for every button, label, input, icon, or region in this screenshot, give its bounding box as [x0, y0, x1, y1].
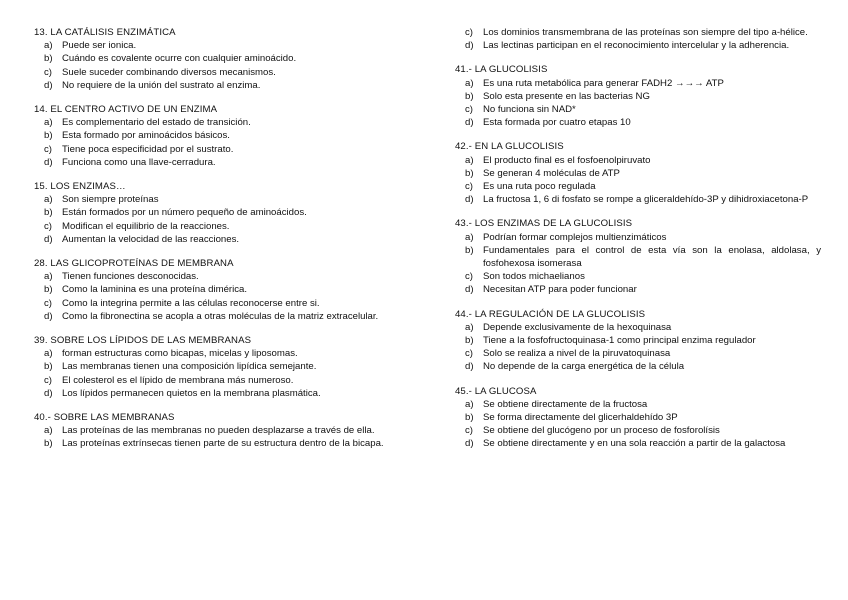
option-letter: d): [44, 233, 53, 245]
option-letter: b): [44, 284, 53, 296]
option-letter: c): [44, 220, 52, 232]
answer-option: [34, 66, 406, 79]
option-letter: a): [44, 425, 53, 437]
option-letter: b): [465, 412, 474, 424]
question-title: 43.- LOS ENZIMAS DE LA GLUCOLISIS: [455, 218, 633, 230]
option-letter: d): [465, 361, 474, 373]
option-letter: a): [465, 231, 474, 243]
answer-option: [455, 398, 821, 411]
option-text: Como la integrina permite a las células reconocerse entre si.: [62, 297, 320, 309]
answer-option: [455, 437, 821, 450]
answer-option: [455, 116, 821, 129]
option-text: Los lípidos permanecen quietos en la membrana plasmática.: [62, 387, 321, 399]
option-text: Es complementario del estado de transición.: [62, 117, 251, 129]
option-text: Son siempre proteínas: [62, 194, 159, 206]
option-letter: b): [465, 167, 474, 179]
answer-option: [455, 411, 821, 424]
option-text: Como la laminina es una proteína dimérica.: [62, 284, 248, 296]
option-letter: a): [44, 40, 53, 52]
question-block: [455, 217, 821, 296]
option-letter: d): [44, 310, 53, 322]
question-title: 40.- SOBRE LAS MEMBRANAS: [34, 412, 175, 424]
answer-option: [34, 156, 406, 169]
answer-option: [34, 143, 406, 156]
option-text: Esta formada por cuatro etapas 10: [483, 117, 631, 129]
option-text: forman estructuras como bicapas, micelas y liposomas.: [62, 348, 298, 360]
question-title: 14. EL CENTRO ACTIVO DE UN ENZIMA: [34, 104, 218, 116]
answer-option: [34, 220, 406, 233]
option-letter: b): [44, 53, 53, 65]
option-text: Solo esta presente en las bacterias NG: [483, 90, 650, 102]
question-block: [34, 26, 406, 92]
option-letter: b): [44, 130, 53, 142]
answer-option: [455, 321, 821, 334]
question-title: 41.- LA GLUCOLISIS: [455, 64, 548, 76]
option-letter: a): [44, 348, 53, 360]
option-text: Tiene poca especificidad por el sustrato.: [62, 143, 234, 155]
option-text: El producto final es el fosfoenolpiruvato: [483, 154, 651, 166]
answer-option: [34, 79, 406, 92]
answer-option: [455, 283, 821, 296]
option-text: Las membranas tienen una composición lipídica semejante.: [62, 361, 317, 373]
option-text: Funciona como una llave-cerradura.: [62, 156, 216, 168]
option-text: Solo se realiza a nivel de la piruvatoquinasa: [483, 348, 671, 360]
option-letter: a): [44, 194, 53, 206]
question-title: 13. LA CATÁLISIS ENZIMÁTICA: [34, 27, 176, 38]
option-text: El colesterol es el lípido de membrana más numeroso.: [62, 374, 294, 386]
option-letter: d): [465, 194, 474, 206]
answer-option: [34, 283, 406, 296]
question-title: 39. SOBRE LOS LÍPIDOS DE LAS MEMBRANAS: [34, 335, 252, 347]
answer-option: [34, 360, 406, 373]
option-letter: a): [465, 321, 474, 333]
answer-option: [34, 424, 406, 437]
question-block: [34, 257, 406, 323]
option-text: Es una ruta poco regulada: [483, 181, 596, 193]
answer-option: [455, 347, 821, 360]
option-text: Modifican el equilibrio de la reacciones.: [62, 220, 230, 232]
option-text: Cuándo es covalente ocurre con cualquier aminoácido.: [62, 53, 297, 65]
option-text: La fructosa 1, 6 di fosfato se rompe a gliceraldehído-3P y dihidroxiacetona-P: [483, 194, 809, 206]
option-letter: c): [465, 271, 473, 283]
option-text: No requiere de la unión del sustrato al enzima.: [62, 79, 261, 91]
question-block: [34, 334, 406, 400]
option-letter: c): [44, 143, 52, 155]
answer-option: [455, 424, 821, 437]
option-letter: b): [465, 335, 474, 347]
option-text: Se obtiene directamente y en una sola reacción a partir de la galactosa: [483, 438, 786, 450]
answer-option: [34, 129, 406, 142]
left-column: [34, 26, 406, 462]
option-text: Las lectinas participan en el reconocimiento intercelular y la adherencia.: [483, 40, 790, 52]
option-letter: c): [465, 181, 473, 193]
option-letter: d): [465, 117, 474, 129]
option-letter: a): [465, 77, 474, 89]
option-letter: d): [44, 156, 53, 168]
continuation-options: [455, 26, 821, 52]
answer-option: [455, 26, 821, 39]
option-letter: d): [44, 387, 53, 399]
option-letter: d): [465, 40, 474, 52]
answer-option: [34, 297, 406, 310]
answer-option: [455, 180, 821, 193]
option-letter: c): [465, 348, 473, 360]
option-letter: b): [465, 244, 474, 256]
question-block: [34, 411, 406, 451]
right-column: [455, 26, 821, 462]
question-block: [455, 63, 821, 129]
option-letter: b): [44, 438, 53, 450]
answer-option: [455, 154, 821, 167]
answer-option: [34, 116, 406, 129]
answer-option: [34, 52, 406, 65]
option-text: No depende de la carga energética de la célula: [483, 361, 685, 373]
question-block: [455, 140, 821, 206]
option-text: Los dominios transmembrana de las proteínas son siempre del tipo a-hélice.: [483, 27, 808, 38]
option-text: Son todos michaelianos: [483, 271, 585, 283]
option-text: Necesitan ATP para poder funcionar: [483, 284, 637, 296]
question-block: [34, 180, 406, 246]
answer-option: [34, 193, 406, 206]
answer-option: [34, 374, 406, 387]
answer-option: [455, 231, 821, 244]
option-letter: c): [44, 297, 52, 309]
answer-option: [34, 437, 406, 450]
option-letter: a): [44, 271, 53, 283]
option-letter: c): [465, 27, 473, 38]
question-title: 45.- LA GLUCOSA: [455, 385, 537, 397]
option-letter: b): [465, 90, 474, 102]
question-title: 15. LOS ENZIMAS…: [34, 181, 126, 193]
option-text: Las proteínas de las membranas no pueden desplazarse a través de ella.: [62, 425, 375, 437]
answer-option: [455, 244, 821, 270]
option-text: Suele suceder combinando diversos mecanismos.: [62, 66, 276, 78]
answer-option: [34, 233, 406, 246]
answer-option: [34, 387, 406, 400]
answer-option: [34, 310, 406, 323]
option-letter: c): [465, 425, 473, 437]
answer-option: [34, 270, 406, 283]
answer-option: [34, 39, 406, 52]
answer-option: [455, 167, 821, 180]
option-text: Se obtiene del glucógeno por un proceso de fosforolísis: [483, 425, 720, 437]
option-text: Puede ser ionica.: [62, 40, 137, 52]
answer-option: [455, 90, 821, 103]
option-text: Aumentan la velocidad de las reacciones.: [62, 233, 240, 245]
option-letter: b): [44, 207, 53, 219]
option-text: Se obtiene directamente de la fructosa: [483, 398, 648, 410]
option-letter: d): [44, 79, 53, 91]
option-letter: b): [44, 361, 53, 373]
option-text: Las proteínas extrínsecas tienen parte de su estructura dentro de la bicapa.: [62, 438, 384, 450]
option-text: Como la fibronectina se acopla a otras moléculas de la matriz extracelular.: [62, 310, 379, 322]
answer-option: [455, 103, 821, 116]
question-block: [455, 385, 821, 451]
answer-option: [455, 77, 821, 90]
answer-option: [34, 347, 406, 360]
answer-option: [455, 39, 821, 52]
option-text: Esta formado por aminoácidos básicos.: [62, 130, 230, 142]
answer-option: [455, 360, 821, 373]
question-title: 42.- EN LA GLUCOLISIS: [455, 141, 564, 153]
option-text: Es una ruta metabólica para generar FADH2 →→→ ATP: [483, 77, 724, 89]
option-text: Tienen funciones desconocidas.: [62, 271, 199, 283]
option-letter: c): [44, 66, 52, 78]
option-letter: a): [44, 117, 53, 129]
option-letter: d): [465, 438, 474, 450]
option-letter: a): [465, 154, 474, 166]
option-text: No funciona sin NAD*: [483, 104, 576, 116]
option-text: Fundamentales para el control de esta vía son la enolasa, aldolasa, y fosfohexosa isomerasa: [483, 244, 821, 270]
option-letter: c): [465, 104, 473, 116]
answer-option: [455, 270, 821, 283]
option-text: Están formados por un número pequeño de aminoácidos.: [62, 207, 307, 219]
option-text: Depende exclusivamente de la hexoquinasa: [483, 321, 672, 333]
answer-option: [455, 193, 821, 206]
question-title: 28. LAS GLICOPROTEÍNAS DE MEMBRANA: [34, 258, 234, 270]
option-text: Tiene a la fosfofructoquinasa-1 como principal enzima regulador: [483, 335, 756, 347]
option-letter: a): [465, 398, 474, 410]
option-text: Se generan 4 moléculas de ATP: [483, 167, 620, 179]
answer-option: [455, 334, 821, 347]
question-block: [34, 103, 406, 169]
question-block: [455, 308, 821, 374]
question-title: 44.- LA REGULACIÓN DE LA GLUCOLISIS: [455, 308, 646, 320]
option-letter: c): [44, 374, 52, 386]
option-letter: d): [465, 284, 474, 296]
answer-option: [34, 206, 406, 219]
option-text: Se forma directamente del glicerhaldehído 3P: [483, 412, 678, 424]
option-text: Podrían formar complejos multienzimáticos: [483, 231, 667, 243]
